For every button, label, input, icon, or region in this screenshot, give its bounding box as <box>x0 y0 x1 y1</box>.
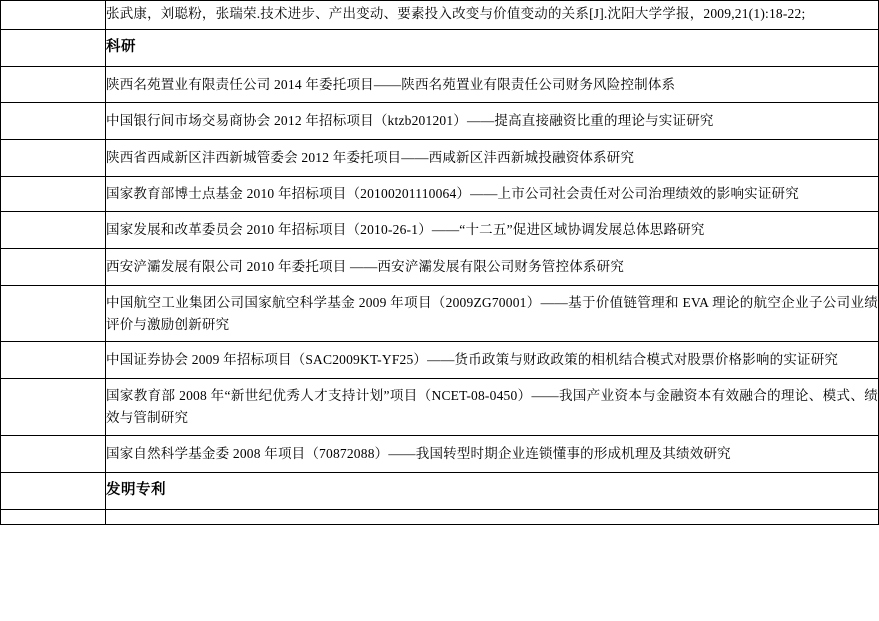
project-entry-text: 西安浐灞发展有限公司 2010 年委托项目 ——西安浐灞发展有限公司财务管控体系研究 <box>106 258 625 274</box>
reference-entry-text: 张武康，刘聪粉，张瑞荣.技术进步、产出变动、要素投入改变与价值变动的关系[J].沈阳大学学报，2009,21(1):18-22; <box>106 6 806 21</box>
row-content-cell <box>106 379 879 436</box>
project-entry-text: 陕西名苑置业有限责任公司 2014 年委托项目——陕西名苑置业有限责任公司财务风险控制体系 <box>106 76 676 92</box>
project-entry-text: 中国证券协会 2009 年招标项目（SAC2009KT-YF25）——货币政策与财政政策的相机结合模式对股票价格影响的实证研究 <box>106 352 839 368</box>
project-entry-text: 中国航空工业集团公司国家航空科学基金 2009 年项目（2009ZG70001）——基于价值链管理和 EVA 理论的航空企业子公司业绩评价与激励创新研究 <box>106 294 878 332</box>
row-content-cell <box>106 103 879 140</box>
row-content-cell <box>106 212 879 249</box>
row-label-cell <box>1 436 106 473</box>
table-row <box>1 103 879 140</box>
row-content-cell <box>106 140 879 177</box>
table-row <box>1 342 879 379</box>
row-content-cell <box>106 436 879 473</box>
project-entry-text: 国家教育部 2008 年“新世纪优秀人才支持计划”项目（NCET-08-0450）——我国产业资本与金融资本有效融合的理论、模式、绩效与管制研究 <box>106 388 878 426</box>
row-label-cell <box>1 103 106 140</box>
table-row <box>1 509 879 524</box>
row-content-cell <box>106 248 879 285</box>
row-content-cell <box>106 472 879 509</box>
table-row <box>1 29 879 66</box>
row-label-cell <box>1 472 106 509</box>
row-label-cell <box>1 212 106 249</box>
row-label-cell <box>1 342 106 379</box>
table-row <box>1 66 879 103</box>
row-content-cell <box>106 66 879 103</box>
row-label-cell <box>1 379 106 436</box>
row-content-cell <box>106 29 879 66</box>
row-label-cell <box>1 140 106 177</box>
row-label-cell <box>1 509 106 524</box>
table-body <box>1 1 879 525</box>
table-row <box>1 379 879 436</box>
row-label-cell <box>1 66 106 103</box>
row-label-cell <box>1 285 106 342</box>
table-row <box>1 472 879 509</box>
project-entry-text: 陕西省西咸新区沣西新城管委会 2012 年委托项目——西咸新区沣西新城投融资体系研究 <box>106 150 635 166</box>
project-entry-text: 国家教育部博士点基金 2010 年招标项目（20100201110064）——上市公司社会责任对公司治理绩效的影响实证研究 <box>106 186 799 202</box>
row-content-cell <box>106 177 879 212</box>
row-label-cell <box>1 1 106 30</box>
table-row <box>1 177 879 212</box>
table-row <box>1 1 879 30</box>
row-label-cell <box>1 177 106 212</box>
row-content-cell <box>106 285 879 342</box>
row-label-cell <box>1 29 106 66</box>
row-content-cell <box>106 509 879 524</box>
section-heading-patent: 发明专利 <box>106 481 166 498</box>
table-row <box>1 285 879 342</box>
project-entry-text: 国家发展和改革委员会 2010 年招标项目（2010-26-1）——“十二五”促进区域协调发展总体思路研究 <box>106 222 705 238</box>
table-row <box>1 436 879 473</box>
table-row <box>1 212 879 249</box>
section-heading-research: 科研 <box>106 38 136 55</box>
table-row <box>1 140 879 177</box>
row-label-cell <box>1 248 106 285</box>
project-entry-text: 中国银行间市场交易商协会 2012 年招标项目（ktzb201201）——提高直接融资比重的理论与实证研究 <box>106 113 714 129</box>
row-content-cell <box>106 1 879 30</box>
project-entry-text: 国家自然科学基金委 2008 年项目（70872088）——我国转型时期企业连锁懂事的形成机理及其绩效研究 <box>106 446 731 462</box>
table-row <box>1 248 879 285</box>
row-content-cell <box>106 342 879 379</box>
